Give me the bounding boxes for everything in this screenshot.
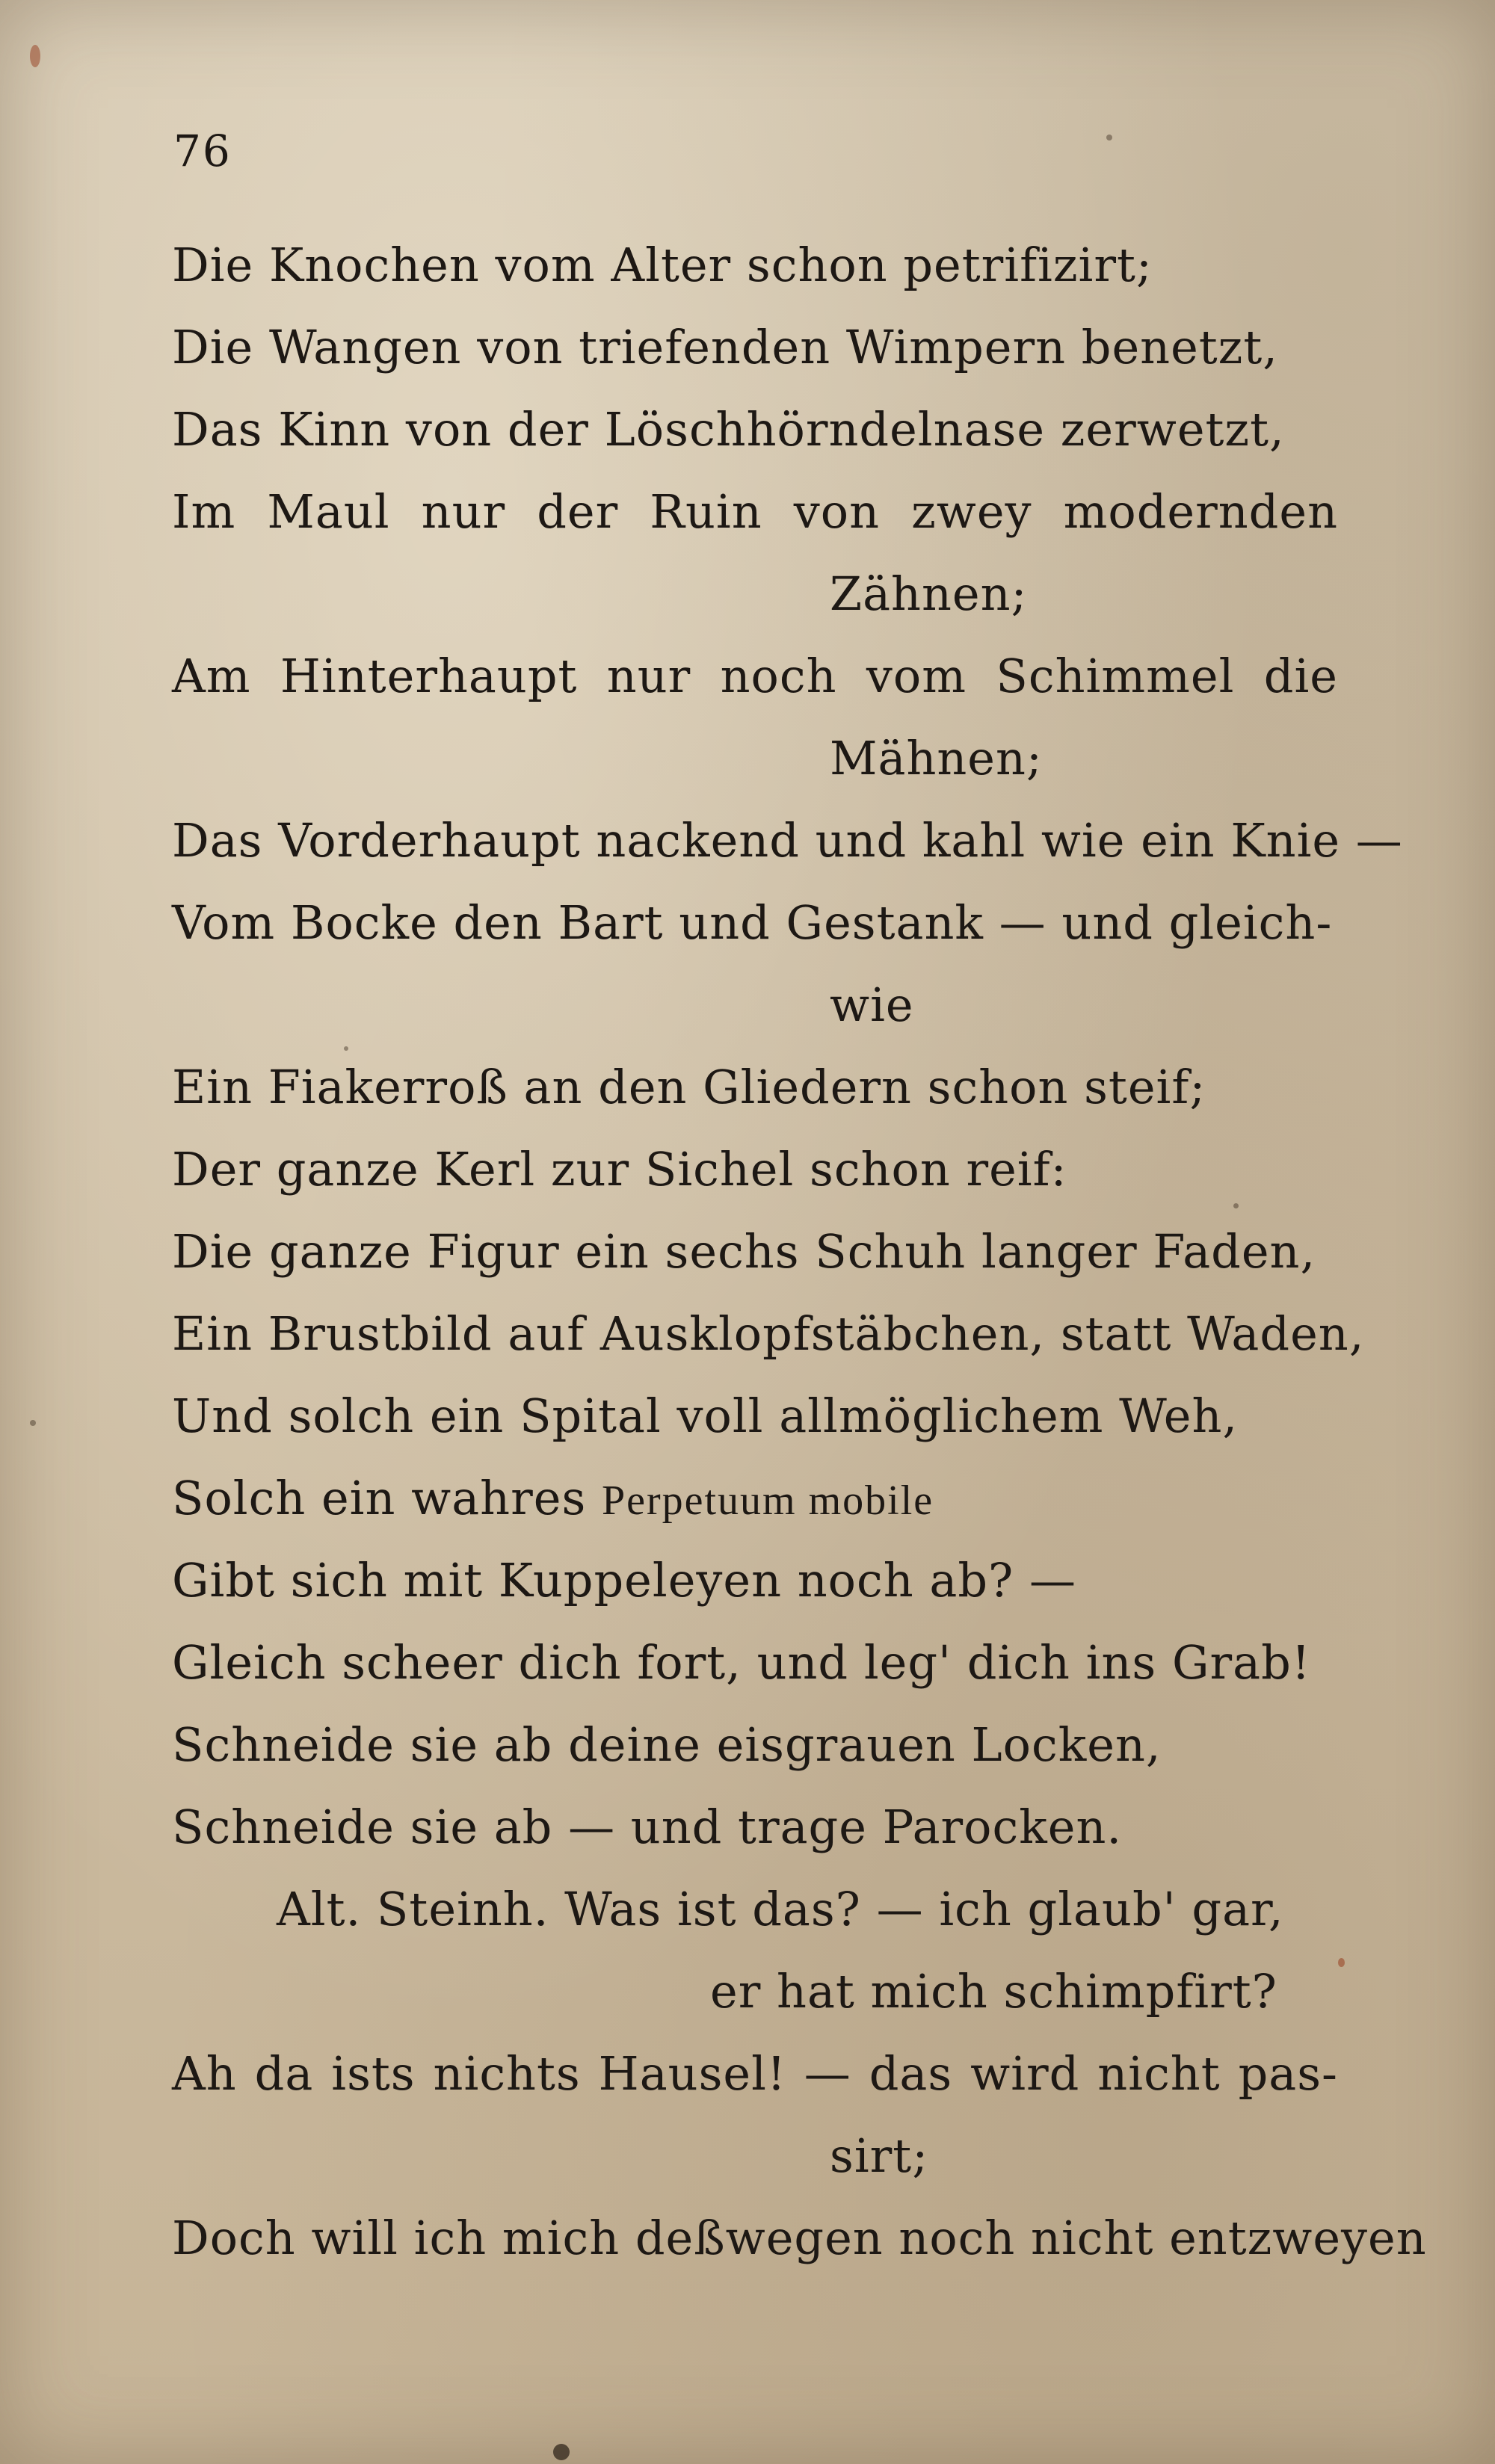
verse-line-continuation: sirt;	[830, 2128, 929, 2183]
paper-speck	[553, 2444, 570, 2460]
verse-line: Die ganze Figur ein sechs Schuh langer Faden,	[172, 1224, 1316, 1279]
verse-line: Schneide sie ab — und trage Parocken.	[172, 1800, 1123, 1854]
verse-line: Und solch ein Spital voll allmöglichem Weh,	[172, 1389, 1239, 1443]
verse-line-continuation: Zähnen;	[830, 566, 1028, 621]
page-number: 76	[173, 126, 232, 176]
verse-line: Im Maul nur der Ruin von zwey modernden	[172, 484, 1338, 539]
latin-phrase: Perpetuum mobile	[601, 1478, 934, 1524]
verse-block	[172, 224, 1427, 2279]
verse-line: Gleich scheer dich fort, und leg' dich ins Grab!	[172, 1635, 1311, 1690]
verse-line: Doch will ich mich deßwegen noch nicht entzweyen	[172, 2211, 1427, 2265]
verse-line: Ah da ists nichts Hausel! — das wird nicht pas-	[172, 2046, 1338, 2101]
verse-line: Ein Brustbild auf Ausklopfstäbchen, statt Waden,	[172, 1306, 1365, 1361]
verse-line-continuation: wie	[830, 978, 914, 1032]
verse-line: Ein Fiakerroß an den Gliedern schon steif;	[172, 1060, 1206, 1114]
verse-line: Gibt sich mit Kuppeleyen noch ab? —	[172, 1553, 1076, 1608]
speaker-line: Alt. Steinh. Was ist das? — ich glaub' gar,	[277, 1882, 1284, 1936]
verse-line: Vom Bocke den Bart und Gestank — und gleich-	[172, 895, 1333, 950]
verse-line	[172, 1457, 1353, 1540]
verse-line: Der ganze Kerl zur Sichel schon reif:	[172, 1142, 1067, 1197]
verse-line-fraktur: Solch ein wahres	[172, 1471, 587, 1525]
verse-line: Das Vorderhaupt nackend und kahl wie ein Knie —	[172, 813, 1403, 868]
verse-line: Die Knochen vom Alter schon petrifizirt;	[172, 238, 1153, 292]
paper-speck	[1106, 135, 1112, 141]
verse-line: Das Kinn von der Löschhörndelnase zerwetzt,	[172, 402, 1285, 457]
verse-line-continuation: Mähnen;	[830, 731, 1043, 785]
verse-line-continuation: er hat mich schimpfirt?	[710, 1964, 1277, 2019]
paper-speck	[30, 1420, 36, 1426]
paper-speck	[30, 45, 40, 67]
verse-line: Am Hinterhaupt nur noch vom Schimmel die	[172, 649, 1338, 703]
verse-line: Die Wangen von triefenden Wimpern benetzt,	[172, 320, 1278, 374]
verse-line: Schneide sie ab deine eisgrauen Locken,	[172, 1717, 1162, 1772]
